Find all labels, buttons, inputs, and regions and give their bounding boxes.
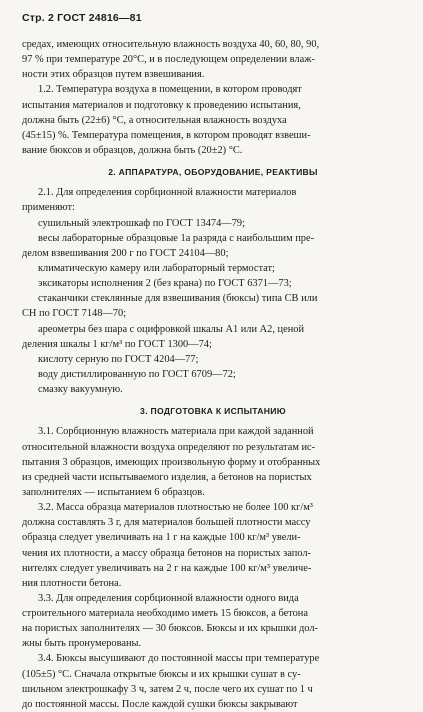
list-item: весы лабораторные образцовые 1а разряда с наибольшим пре- [38,232,315,244]
text-line: должна быть (22±6) °С, а относительная влажность воздуха [22,114,287,126]
list-item: деления шкалы 1 кг/м³ по ГОСТ 1300—74; [22,338,212,350]
section-heading: 3. ПОДГОТОВКА К ИСПЫТАНИЮ [140,406,286,417]
text-line: должна составлять 3 г, для материалов большей плотности массу [22,517,311,529]
list-item: делом взвешивания 200 г по ГОСТ 24104—80; [22,247,229,259]
list-item: эксикаторы исполнения 2 (без крана) по ГОСТ 6371—73; [38,278,292,290]
text-line: испытания материалов и подготовку к проведению испытания, [22,99,301,111]
list-item: климатическую камеру или лабораторный термостат; [38,262,275,274]
text-line: шильном электрошкафу 3 ч, затем 2 ч, после чего их сушат по 1 ч [22,683,313,695]
page-header: Стр. 2 ГОСТ 24816—81 [22,12,142,24]
list-item: кислоту серную по ГОСТ 4204—77; [38,353,199,365]
text-line: применяют: [22,202,75,214]
text-line: средах, имеющих относительную влажность воздуха 40, 60, 80, 90, [22,39,320,50]
list-item: ареометры без шара с оцифровкой шкалы А1 или А2, ценой [38,323,305,335]
text-line: 3.2. Масса образца материалов плотностью не более 100 кг/м³ [38,502,313,514]
list-item: стаканчики стеклянные для взвешивания (бюксы) типа СВ или [38,293,318,305]
text-line: образца следует увеличивать на 1 г на каждые 100 кг/м³ увели- [22,532,301,544]
text-line: 3.3. Для определения сорбционной влажности одного вида [38,592,299,604]
section-heading: 2. АППАРАТУРА, ОБОРУДОВАНИЕ, РЕАКТИВЫ [108,167,318,178]
text-line: до постоянной массы. После каждой сушки бюксы закрывают [22,698,298,710]
list-item: СН по ГОСТ 7148—70; [22,308,127,320]
text-line: пытания 3 образцов, имеющих произвольную форму и отобранных [22,456,321,468]
text-line: нителях следует увеличивать на 2 г на каждые 100 кг/м³ увеличе- [22,562,312,574]
text-line: относительной влажности воздуха определяют по результатам ис- [22,441,316,453]
text-line: 97 % при температуре 20°С, и в последующем определении влаж- [22,54,315,66]
text-line: 1.2. Температура воздуха в помещении, в котором проводят [38,84,302,96]
text-line: из средней части испытываемого изделия, а бетонов на пористых [22,471,312,483]
text-line: (105±5) °С. Сначала открытые бюксы и их крышки сушат в су- [22,668,301,680]
text-line: 3.4. Бюксы высушивают до постоянной массы при температуре [38,653,320,665]
text-line: ности этих образцов путем взвешивания. [22,69,205,81]
text-line: ния плотности бетона. [22,577,122,589]
list-item: сушильный электрошкаф по ГОСТ 13474—79; [38,217,245,229]
text-line: строительного материала необходимо иметь 15 бюксов, а бетона [22,608,308,620]
text-line: заполнителях — испытанием 6 образцов. [22,486,205,498]
text-line: 3.1. Сорбционную влажность материала при каждой заданной [38,426,314,438]
text-line: чения их плотности, а массу образца бетонов на пористых запол- [22,547,311,559]
text-line: (45±15) %. Температура помещения, в котором проводят взвеши- [22,129,311,141]
text-line: на пористых заполнителях — 30 бюксов. Бюксы и их крышки дол- [22,623,318,635]
list-item: смазку вакуумную. [38,384,123,396]
list-item: воду дистиллированную по ГОСТ 6709—72; [38,368,236,380]
text-line: вание бюксов и образцов, должна быть (20±2) °С. [22,144,243,156]
document-body [22,37,404,712]
text-line: жны быть пронумерованы. [22,638,142,650]
text-line: 2.1. Для определения сорбционной влажности материалов [38,187,297,199]
